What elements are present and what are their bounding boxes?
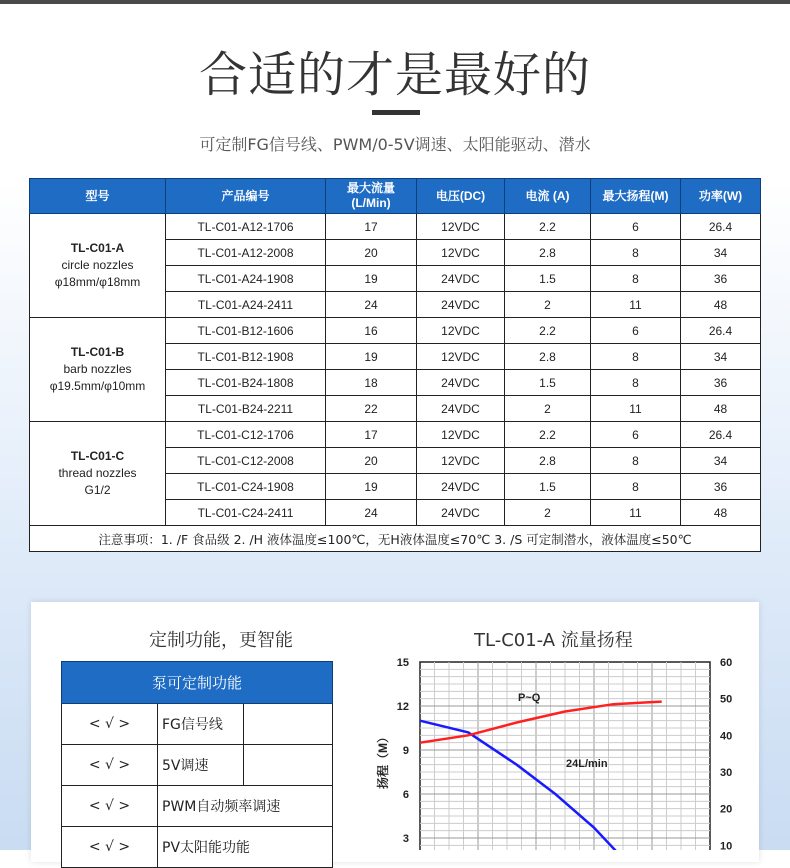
voltage-cell: 12VDC [417, 448, 505, 474]
spec-table-header [30, 179, 761, 214]
chart-annotation-flow: 24L/min [566, 758, 608, 770]
feature-extra-cell [244, 745, 333, 786]
current-cell: 1.5 [505, 370, 591, 396]
features-section-title [31, 626, 331, 652]
page-title: 合适的才是最好的 [198, 47, 591, 103]
page-subtitle: 可定制FG信号线、PWM/0-5V调速、太阳能驱动、潜水 [199, 135, 591, 154]
spec-table-body [30, 214, 761, 552]
voltage-cell: 24VDC [417, 500, 505, 526]
y-tick-label: 15 [396, 657, 409, 669]
y2-tick-label: 40 [720, 730, 733, 743]
model-cell [30, 422, 166, 526]
pq-chart [360, 650, 760, 850]
features-table [61, 661, 333, 868]
y2-tick-label: 60 [720, 657, 733, 669]
col-header-voltage: 电压(DC) [417, 179, 505, 214]
y2-tick-label: 10 [720, 840, 733, 850]
model-cell [30, 214, 166, 318]
max-flow-cell: 24 [326, 500, 417, 526]
max-head-cell: 6 [591, 214, 681, 240]
current-cell: 2.2 [505, 214, 591, 240]
voltage-cell: 24VDC [417, 370, 505, 396]
voltage-cell: 12VDC [417, 240, 505, 266]
model-description: φ18mm/φ18mm [54, 275, 141, 289]
feature-check-mark: < √ > [62, 827, 158, 868]
max-flow-cell: 22 [326, 396, 417, 422]
max-flow-cell: 19 [326, 266, 417, 292]
max-head-cell: 11 [591, 500, 681, 526]
max-head-cell: 8 [591, 344, 681, 370]
product-code-cell: TL-C01-A24-1908 [166, 266, 326, 292]
current-cell: 2.2 [505, 422, 591, 448]
model-description: circle nozzles [61, 258, 134, 272]
max-head-cell: 8 [591, 474, 681, 500]
current-cell: 2 [505, 396, 591, 422]
model-description: barb nozzles [63, 362, 132, 376]
power-cell: 34 [681, 240, 761, 266]
feature-label: FG信号线 [158, 704, 244, 745]
voltage-cell: 12VDC [417, 422, 505, 448]
max-flow-cell: 18 [326, 370, 417, 396]
col-header-max-flow: 最大流量 (L/Min) [326, 179, 417, 214]
y2-tick-label: 50 [720, 693, 733, 706]
feature-label: PWM自动频率调速 [158, 786, 333, 827]
y-tick-label: 12 [396, 701, 409, 713]
col-header-max-head: 最大扬程(M) [591, 179, 681, 214]
note-row [30, 526, 761, 552]
model-name: TL-C01-B [70, 345, 125, 359]
product-code-cell: TL-C01-A24-2411 [166, 292, 326, 318]
feature-row [62, 704, 333, 745]
max-head-cell: 8 [591, 448, 681, 474]
current-cell: 1.5 [505, 266, 591, 292]
product-code-cell: TL-C01-C24-2411 [166, 500, 326, 526]
model-description: G1/2 [84, 483, 111, 497]
col-header-current: 电流 (A) [505, 179, 591, 214]
y2-tick-label: 20 [720, 803, 733, 816]
feature-row [62, 745, 333, 786]
max-head-cell: 8 [591, 370, 681, 396]
current-cell: 2 [505, 500, 591, 526]
product-code-cell: TL-C01-C12-2008 [166, 448, 326, 474]
power-cell: 34 [681, 344, 761, 370]
model-description: φ19.5mm/φ10mm [49, 379, 146, 393]
power-cell: 26.4 [681, 422, 761, 448]
chart-title: TL-C01-A 流量扬程 [474, 630, 633, 651]
voltage-cell: 24VDC [417, 396, 505, 422]
power-cell: 26.4 [681, 214, 761, 240]
table-row [30, 318, 761, 344]
voltage-cell: 24VDC [417, 474, 505, 500]
feature-check-mark: < √ > [62, 745, 158, 786]
y-tick-label: 6 [402, 789, 409, 801]
col-header-product-code: 产品编号 [166, 179, 326, 214]
voltage-cell: 24VDC [417, 292, 505, 318]
current-cell: 2.8 [505, 344, 591, 370]
voltage-cell: 24VDC [417, 266, 505, 292]
power-cell: 48 [681, 396, 761, 422]
max-head-cell: 8 [591, 240, 681, 266]
col-header-power: 功率(W) [681, 179, 761, 214]
product-code-cell: TL-C01-B12-1908 [166, 344, 326, 370]
product-code-cell: TL-C01-C24-1908 [166, 474, 326, 500]
features-table-body [62, 704, 333, 868]
product-code-cell: TL-C01-C12-1706 [166, 422, 326, 448]
power-cell: 34 [681, 448, 761, 474]
max-head-cell: 11 [591, 292, 681, 318]
y-tick-label: 3 [402, 833, 409, 845]
title-underline [372, 110, 420, 115]
power-cell: 36 [681, 266, 761, 292]
product-code-cell: TL-C01-B24-2211 [166, 396, 326, 422]
model-name: TL-C01-A [70, 241, 125, 255]
max-head-cell: 6 [591, 422, 681, 448]
spec-table [29, 178, 761, 552]
max-flow-cell: 20 [326, 240, 417, 266]
feature-label: PV太阳能功能 [158, 827, 333, 868]
power-cell: 36 [681, 474, 761, 500]
max-flow-cell: 19 [326, 474, 417, 500]
voltage-cell: 12VDC [417, 318, 505, 344]
y2-tick-label: 30 [720, 767, 733, 779]
y-tick-label: 9 [402, 745, 409, 757]
top-bar [0, 0, 790, 4]
features-table-header: 泵可定制功能 [62, 662, 333, 704]
max-flow-cell: 16 [326, 318, 417, 344]
max-flow-cell: 17 [326, 214, 417, 240]
feature-extra-cell [244, 704, 333, 745]
model-description: thread nozzles [58, 466, 137, 480]
product-code-cell: TL-C01-B12-1606 [166, 318, 326, 344]
feature-row [62, 827, 333, 868]
product-code-cell: TL-C01-B24-1808 [166, 370, 326, 396]
voltage-cell: 12VDC [417, 344, 505, 370]
max-head-cell: 11 [591, 396, 681, 422]
chart-y-axis-label: 扬程（M） [376, 731, 390, 789]
max-flow-cell: 20 [326, 448, 417, 474]
col-header-model: 型号 [30, 179, 166, 214]
feature-check-mark: < √ > [62, 704, 158, 745]
product-code-cell: TL-C01-A12-1706 [166, 214, 326, 240]
chart-grid [420, 662, 710, 850]
feature-label: 5V调速 [158, 745, 244, 786]
notes-text: 注意事项：1. /F 食品级 2. /H 液体温度≤100℃，无H液体温度≤70℃ 3. /S 可定制潜水，液体温度≤50℃ [30, 526, 761, 552]
current-cell: 2.8 [505, 240, 591, 266]
feature-check-mark: < √ > [62, 786, 158, 827]
voltage-cell: 12VDC [417, 214, 505, 240]
table-row [30, 214, 761, 240]
model-name: TL-C01-C [70, 449, 125, 463]
features-section-title-text: 定制功能，更智能 [149, 630, 293, 651]
current-cell: 2.8 [505, 448, 591, 474]
power-cell: 48 [681, 292, 761, 318]
max-head-cell: 6 [591, 318, 681, 344]
max-flow-cell: 24 [326, 292, 417, 318]
power-cell: 26.4 [681, 318, 761, 344]
feature-row [62, 786, 333, 827]
max-flow-cell: 19 [326, 344, 417, 370]
current-cell: 2.2 [505, 318, 591, 344]
power-cell: 48 [681, 500, 761, 526]
current-cell: 2 [505, 292, 591, 318]
table-row [30, 422, 761, 448]
chart-annotation-pq: P~Q [518, 692, 541, 704]
max-flow-cell: 17 [326, 422, 417, 448]
max-head-cell: 8 [591, 266, 681, 292]
current-cell: 1.5 [505, 474, 591, 500]
power-cell: 36 [681, 370, 761, 396]
product-code-cell: TL-C01-A12-2008 [166, 240, 326, 266]
model-cell [30, 318, 166, 422]
